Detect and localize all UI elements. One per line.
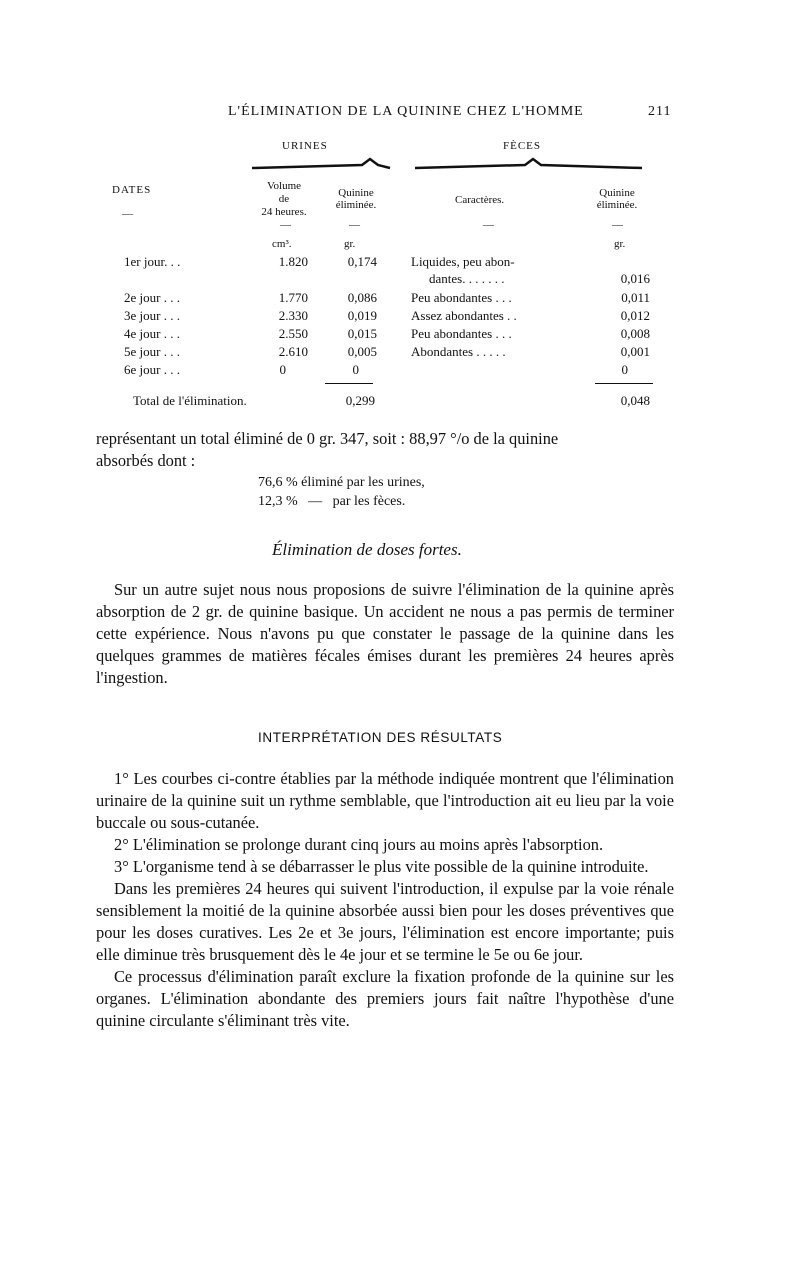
p1-line1: représentant un total éliminé de 0 gr. 347, soit : 88,97 °/o de la quinine — [96, 429, 559, 448]
unit-quinine-feces: gr. — [614, 238, 626, 250]
col-quinine-urine-2: éliminée. — [335, 199, 377, 211]
row-feces: 0,008 — [620, 326, 650, 341]
total-label: Total de l'élimination. — [133, 393, 247, 408]
unit-volume: cm³. — [272, 238, 292, 250]
unit-quinine: gr. — [344, 238, 356, 250]
row-day: 2e jour . . . — [124, 290, 180, 305]
col-quinine-feces-1: Quinine — [599, 187, 635, 199]
row-quinine: 0,015 — [347, 326, 377, 341]
col-volume-3: 24 heures. — [261, 206, 307, 218]
row-feces: 0 — [621, 362, 628, 377]
col-dates: DATES — [112, 184, 152, 196]
row-volume: 2.330 — [278, 308, 308, 323]
total-rule-feces — [595, 383, 653, 384]
row-day: 1er jour. . . — [124, 254, 181, 269]
results-paragraphs — [96, 768, 674, 1032]
p1-line2: absorbés dont : — [96, 451, 196, 470]
row-quinine: 0 — [352, 362, 359, 377]
total-feces: 0,048 — [620, 393, 650, 408]
row-volume: 2.550 — [278, 326, 308, 341]
paragraph-5: Ce processus d'élimination paraît exclure la fixation profonde de la quinine sur les organes. L'élimination abondante des premiers jours fait naître l'hypothèse d'une quinine circulante s'éliminant très vite. — [96, 967, 674, 1030]
dash: — — [280, 219, 291, 231]
dash: — — [612, 219, 623, 231]
row-volume: 2.610 — [278, 344, 308, 359]
col-volume-1: Volume — [266, 180, 302, 192]
group-urines: URINES — [282, 140, 328, 152]
row-quinine: 0,019 — [347, 308, 377, 323]
row-caractere-cont: dantes. . . . . . . — [429, 271, 505, 286]
paragraph-2: 2° L'élimination se prolonge durant cinq jours au moins après l'absorption. — [114, 835, 604, 854]
row-caractere: Peu abondantes . . . — [411, 290, 512, 305]
group-braces — [250, 156, 645, 172]
row-day: 6e jour . . . — [124, 362, 180, 377]
paragraph-4: Dans les premières 24 heures qui suivent l'introduction, il expulse par la voie rénale sensiblement la moitié de la quinine absorbée aussi bien pour les doses préventives que pour les doses curatives. Les 2e et 3e jours, l'élimination est encore importante; puis elle diminue très brusquement dès le 4e jour et se termine le 5e ou 6e jour. — [96, 879, 674, 964]
row-volume: 1.820 — [278, 254, 308, 269]
paragraph-text: Sur un autre sujet nous nous proposions de suivre l'élimination de la quinine après absorption de 2 gr. de quinine basique. Un accident ne nous a pas permis de terminer cette expérience. Nous n'avons pu que constater le passage de la quinine dans les quelques grammes de matières fécales émises durant les premières 24 heures après l'ingestion. — [96, 580, 674, 687]
row-caractere: Liquides, peu abon- — [411, 254, 515, 269]
group-feces: FÈCES — [503, 140, 542, 152]
total-urine: 0,299 — [345, 393, 375, 408]
row-feces: 0,012 — [620, 308, 650, 323]
row-caractere: Abondantes . . . . . — [411, 344, 506, 359]
row-feces: 0,011 — [621, 290, 650, 305]
list-feces: 12,3 % — par les fèces. — [258, 494, 406, 509]
paragraph-1: 1° Les courbes ci-contre établies par la méthode indiquée montrent que l'élimination urinaire de la quinine suit un rythme semblable, que l'introduction ait eu lieu par la voie buccale ou sous-cutanée. — [96, 769, 674, 832]
paragraph-doses-fortes — [96, 579, 674, 689]
dash: — — [349, 219, 360, 231]
col-quinine-urine-1: Quinine — [338, 187, 374, 199]
row-feces: 0,016 — [620, 271, 650, 286]
col-caracteres: Caractères. — [455, 194, 505, 206]
row-feces: 0,001 — [620, 344, 650, 359]
section-italic-heading: Élimination de doses fortes. — [272, 540, 462, 559]
page-number: 211 — [648, 104, 672, 119]
col-volume-2: de — [278, 193, 290, 205]
row-quinine: 0,005 — [347, 344, 377, 359]
row-caractere: Peu abondantes . . . — [411, 326, 512, 341]
row-day: 3e jour . . . — [124, 308, 180, 323]
dash: — — [483, 219, 494, 231]
running-title: L'ÉLIMINATION DE LA QUININE CHEZ L'HOMME — [228, 104, 584, 119]
row-day: 5e jour . . . — [124, 344, 180, 359]
section-caps-heading: INTERPRÉTATION DES RÉSULTATS — [258, 730, 503, 745]
row-day: 4e jour . . . — [124, 326, 180, 341]
col-quinine-feces-2: éliminée. — [596, 199, 638, 211]
paragraph-3: 3° L'organisme tend à se débarrasser le plus vite possible de la quinine introduite. — [114, 857, 649, 876]
col-dates-dash: — — [122, 208, 133, 220]
row-quinine: 0,174 — [347, 254, 377, 269]
row-volume: 1.770 — [278, 290, 308, 305]
total-rule-urine — [325, 383, 373, 384]
row-volume: 0 — [279, 362, 286, 377]
row-quinine: 0,086 — [347, 290, 377, 305]
list-urines: 76,6 % éliminé par les urines, — [258, 475, 425, 490]
row-caractere: Assez abondantes . . — [411, 308, 517, 323]
